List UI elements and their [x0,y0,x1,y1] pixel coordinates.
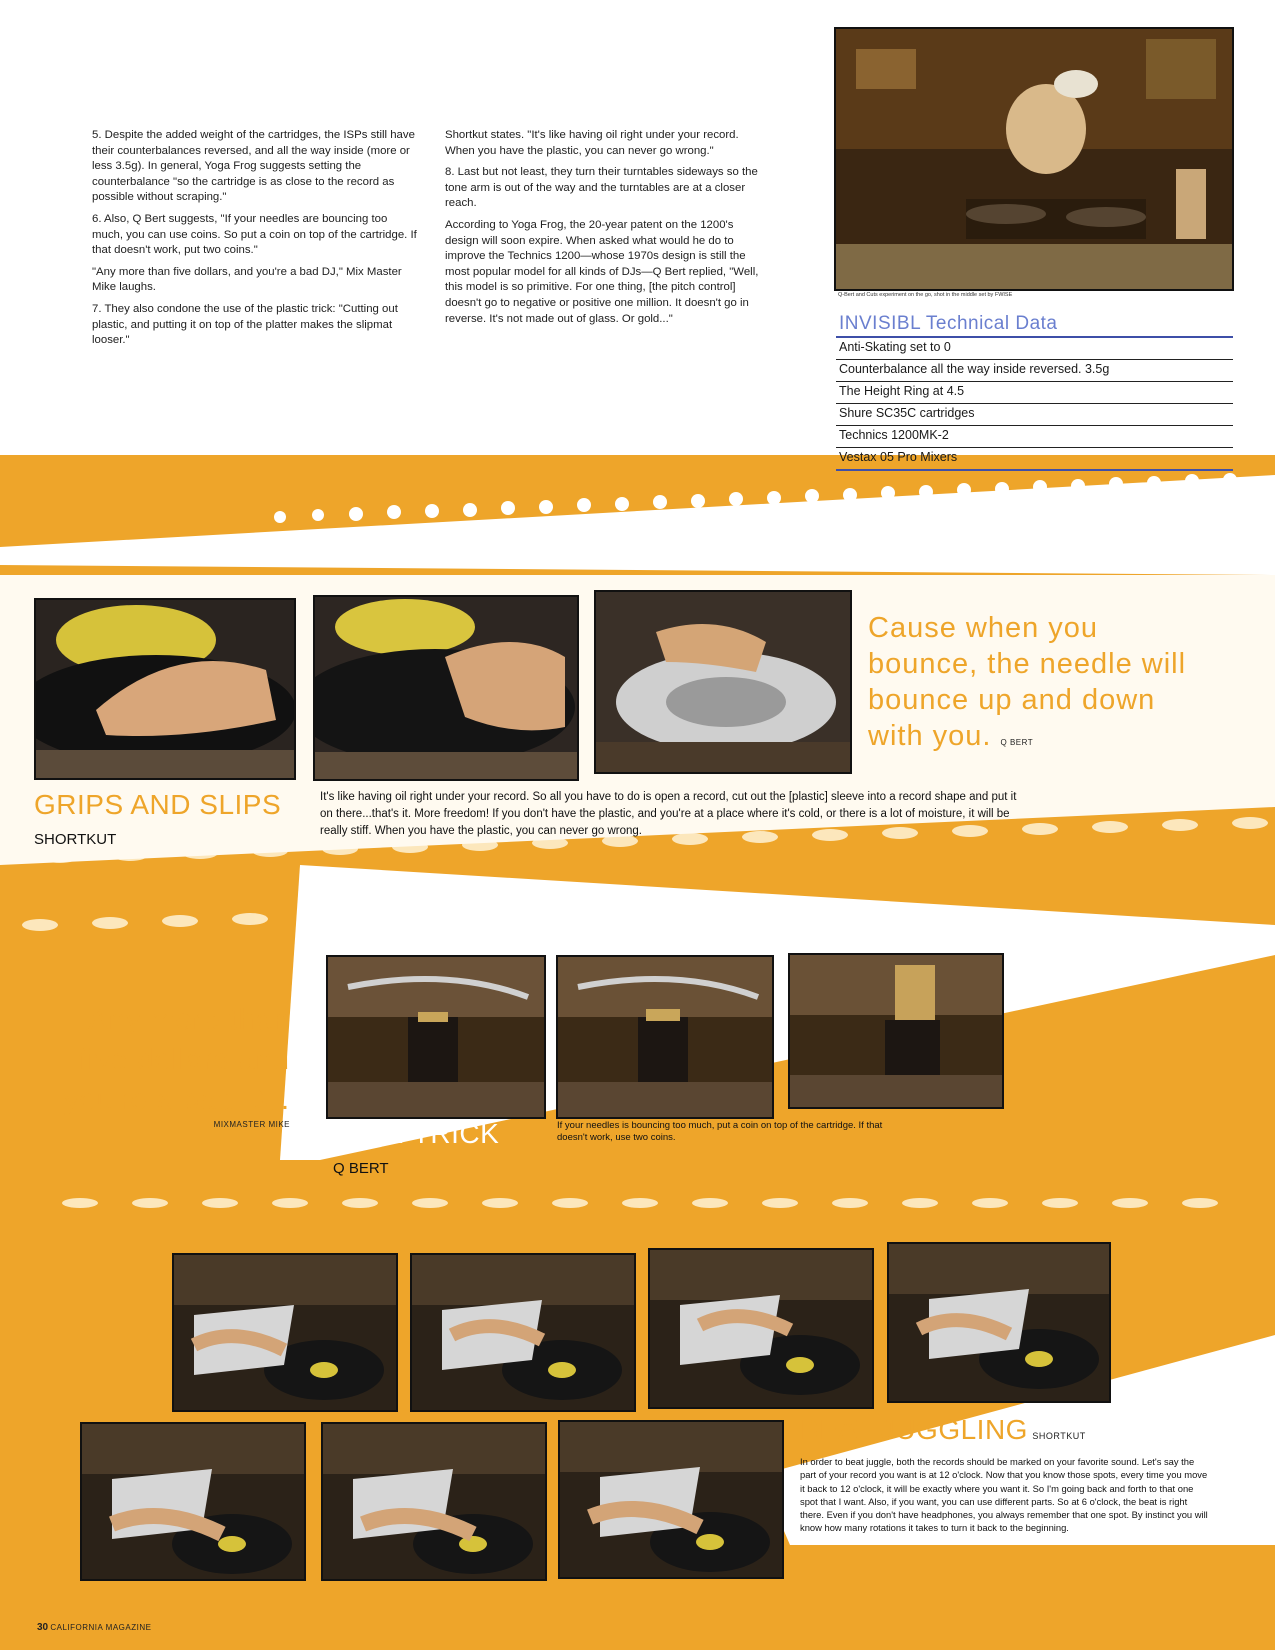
tech-data-row: Counterbalance all the way inside reversed. 3.5g [836,360,1233,382]
article-paragraph: According to Yoga Frog, the 20-year patent on the 1200's design will soon expire. When asked what would he do to improve the Technics 1200—whose 1970s design is still the most popular model for all kinds of DJs—Q Bert replied, "Well, this model is so primitive. For one thing, [the pitch control] doesn't go to negative or positive one million. It doesn't go in reverse. It's not made out of glass. Or gold..." [445,218,759,325]
tech-data-title: INVISIBL Technical Data [836,313,1233,338]
article-paragraph: 8. Last but not least, they turn their turntables sideways so the tone arm is out of the way and the turntables are at a closer reach. [445,166,758,210]
beat-photo-4 [887,1242,1111,1403]
tech-data-row: Anti-Skating set to 0 [836,338,1233,360]
coin-photo-3 [788,953,1004,1109]
tech-data-row: The Height Ring at 4.5 [836,382,1233,404]
beat-photo-5 [80,1422,306,1581]
page-number: 30 [37,1622,49,1633]
article-paragraph: 5. Despite the added weight of the cartridges, the ISPs still have their counterbalances reversed, and all the way inside (more or less 3.5g). In general, Yoga Frog suggests setting the counterbalance "so the cartridge is as close to the record as possible without scraping." [92,129,415,204]
grips-subtitle: SHORTKUT [34,831,117,848]
article-left-column [92,128,417,355]
beat-photo-3 [648,1248,874,1409]
beat-photo-6 [321,1422,547,1581]
quote-line: bounce, the needle will [868,648,1187,680]
article-paragraph: 6. Also, Q Bert suggests, "If your needles are bouncing too much, you can use coins. So put a coin on top of the cartridge. If that doesn't work, put two coins." [92,212,417,257]
grips-photo-1 [34,598,296,780]
studio-photo [834,27,1234,291]
coin-photo-1 [326,955,546,1119]
grips-text: It's like having oil right under your record. So all you have to do is open a record, cut out the [plastic] sleeve into a record shape and put it on there...that's it. More freedom! If you don't have the plastic, and you're at a place where it's cold, or there is a lot of moisture, it will be really stiff. When you have the plastic, you can never go wrong. [320,791,1017,837]
coin-text: If your needles is bouncing too much, put a coin on top of the cartridge. If that doesn't work, use two coins. [557,1120,883,1143]
tech-data-row: Shure SC35C cartridges [836,404,1233,426]
quote-qbert [868,610,1268,761]
quote-line: Any more than [88,1004,290,1036]
coin-subtitle: Q BERT [333,1160,389,1177]
quote-line: with you. [868,720,992,752]
beat-title: BEAT JUGGLING [800,1414,1028,1445]
article-paragraph: 7. They also condone the use of the plastic trick: "Cutting out plastic, and putting it on top of the platter makes the slipmat looser." [92,302,398,347]
grips-title: GRIPS AND SLIPS [34,789,282,820]
quote-last-line [868,718,1268,761]
quote-attribution: Q BERT [1000,738,1034,747]
quote-attribution: MIXMASTER MIKE [213,1120,290,1129]
magazine-name: CALIFORNIA MAGAZINE [50,1623,152,1632]
beat-photo-2 [410,1253,636,1412]
tech-data-row: Technics 1200MK-2 [836,426,1233,448]
grips-photo-2 [313,595,579,781]
tech-data-box [836,313,1233,471]
beat-text: In order to beat juggle, both the records should be marked on your favorite sound. Let's say the part of your record you want is at 12 o'clock. Now that you know those spots, every time you move it back to 12 o'clock, it will be exactly where you want it. So I'm going back and forth to that one spot that I want. Also, if you want, you can use different parts. So at 6 o'clock, the beat is right there. Even if you don't have headphones, you always remember that one spot. By instinct you will know how many rotations it takes to turn it back to the beginning. [800,1456,1208,1534]
article-paragraph: "Any more than five dollars, and you're a bad DJ," Mix Master Mike laughs. [92,265,402,294]
tech-data-row: Vestax 05 Pro Mixers [836,448,1233,471]
article-paragraph: Shortkut states. "It's like having oil right under your record. When you have the plastic, you can never go wrong." [445,129,739,157]
beat-photo-7 [558,1420,784,1579]
quote-line: Cause when you [868,612,1099,644]
photo-caption: Q-Bert and Cuts experiment on the go, shot in the middle set by FWISE [838,292,1013,298]
page-footer [37,1622,151,1633]
coin-photo-2 [556,955,774,1119]
beat-subtitle: SHORTKUT [1032,1431,1086,1441]
beat-heading [800,1414,1086,1446]
coin-title: COIN TRICK [333,1118,500,1149]
article-right-column [445,128,770,333]
quote-line: five dollars and [78,1044,290,1076]
beat-photo-1 [172,1253,398,1412]
grips-photo-3 [594,590,852,774]
quote-line: bounce up and down [868,684,1156,716]
quote-line: you're a bad DJ. [63,1084,290,1116]
quote-mixmaster [10,1000,290,1120]
